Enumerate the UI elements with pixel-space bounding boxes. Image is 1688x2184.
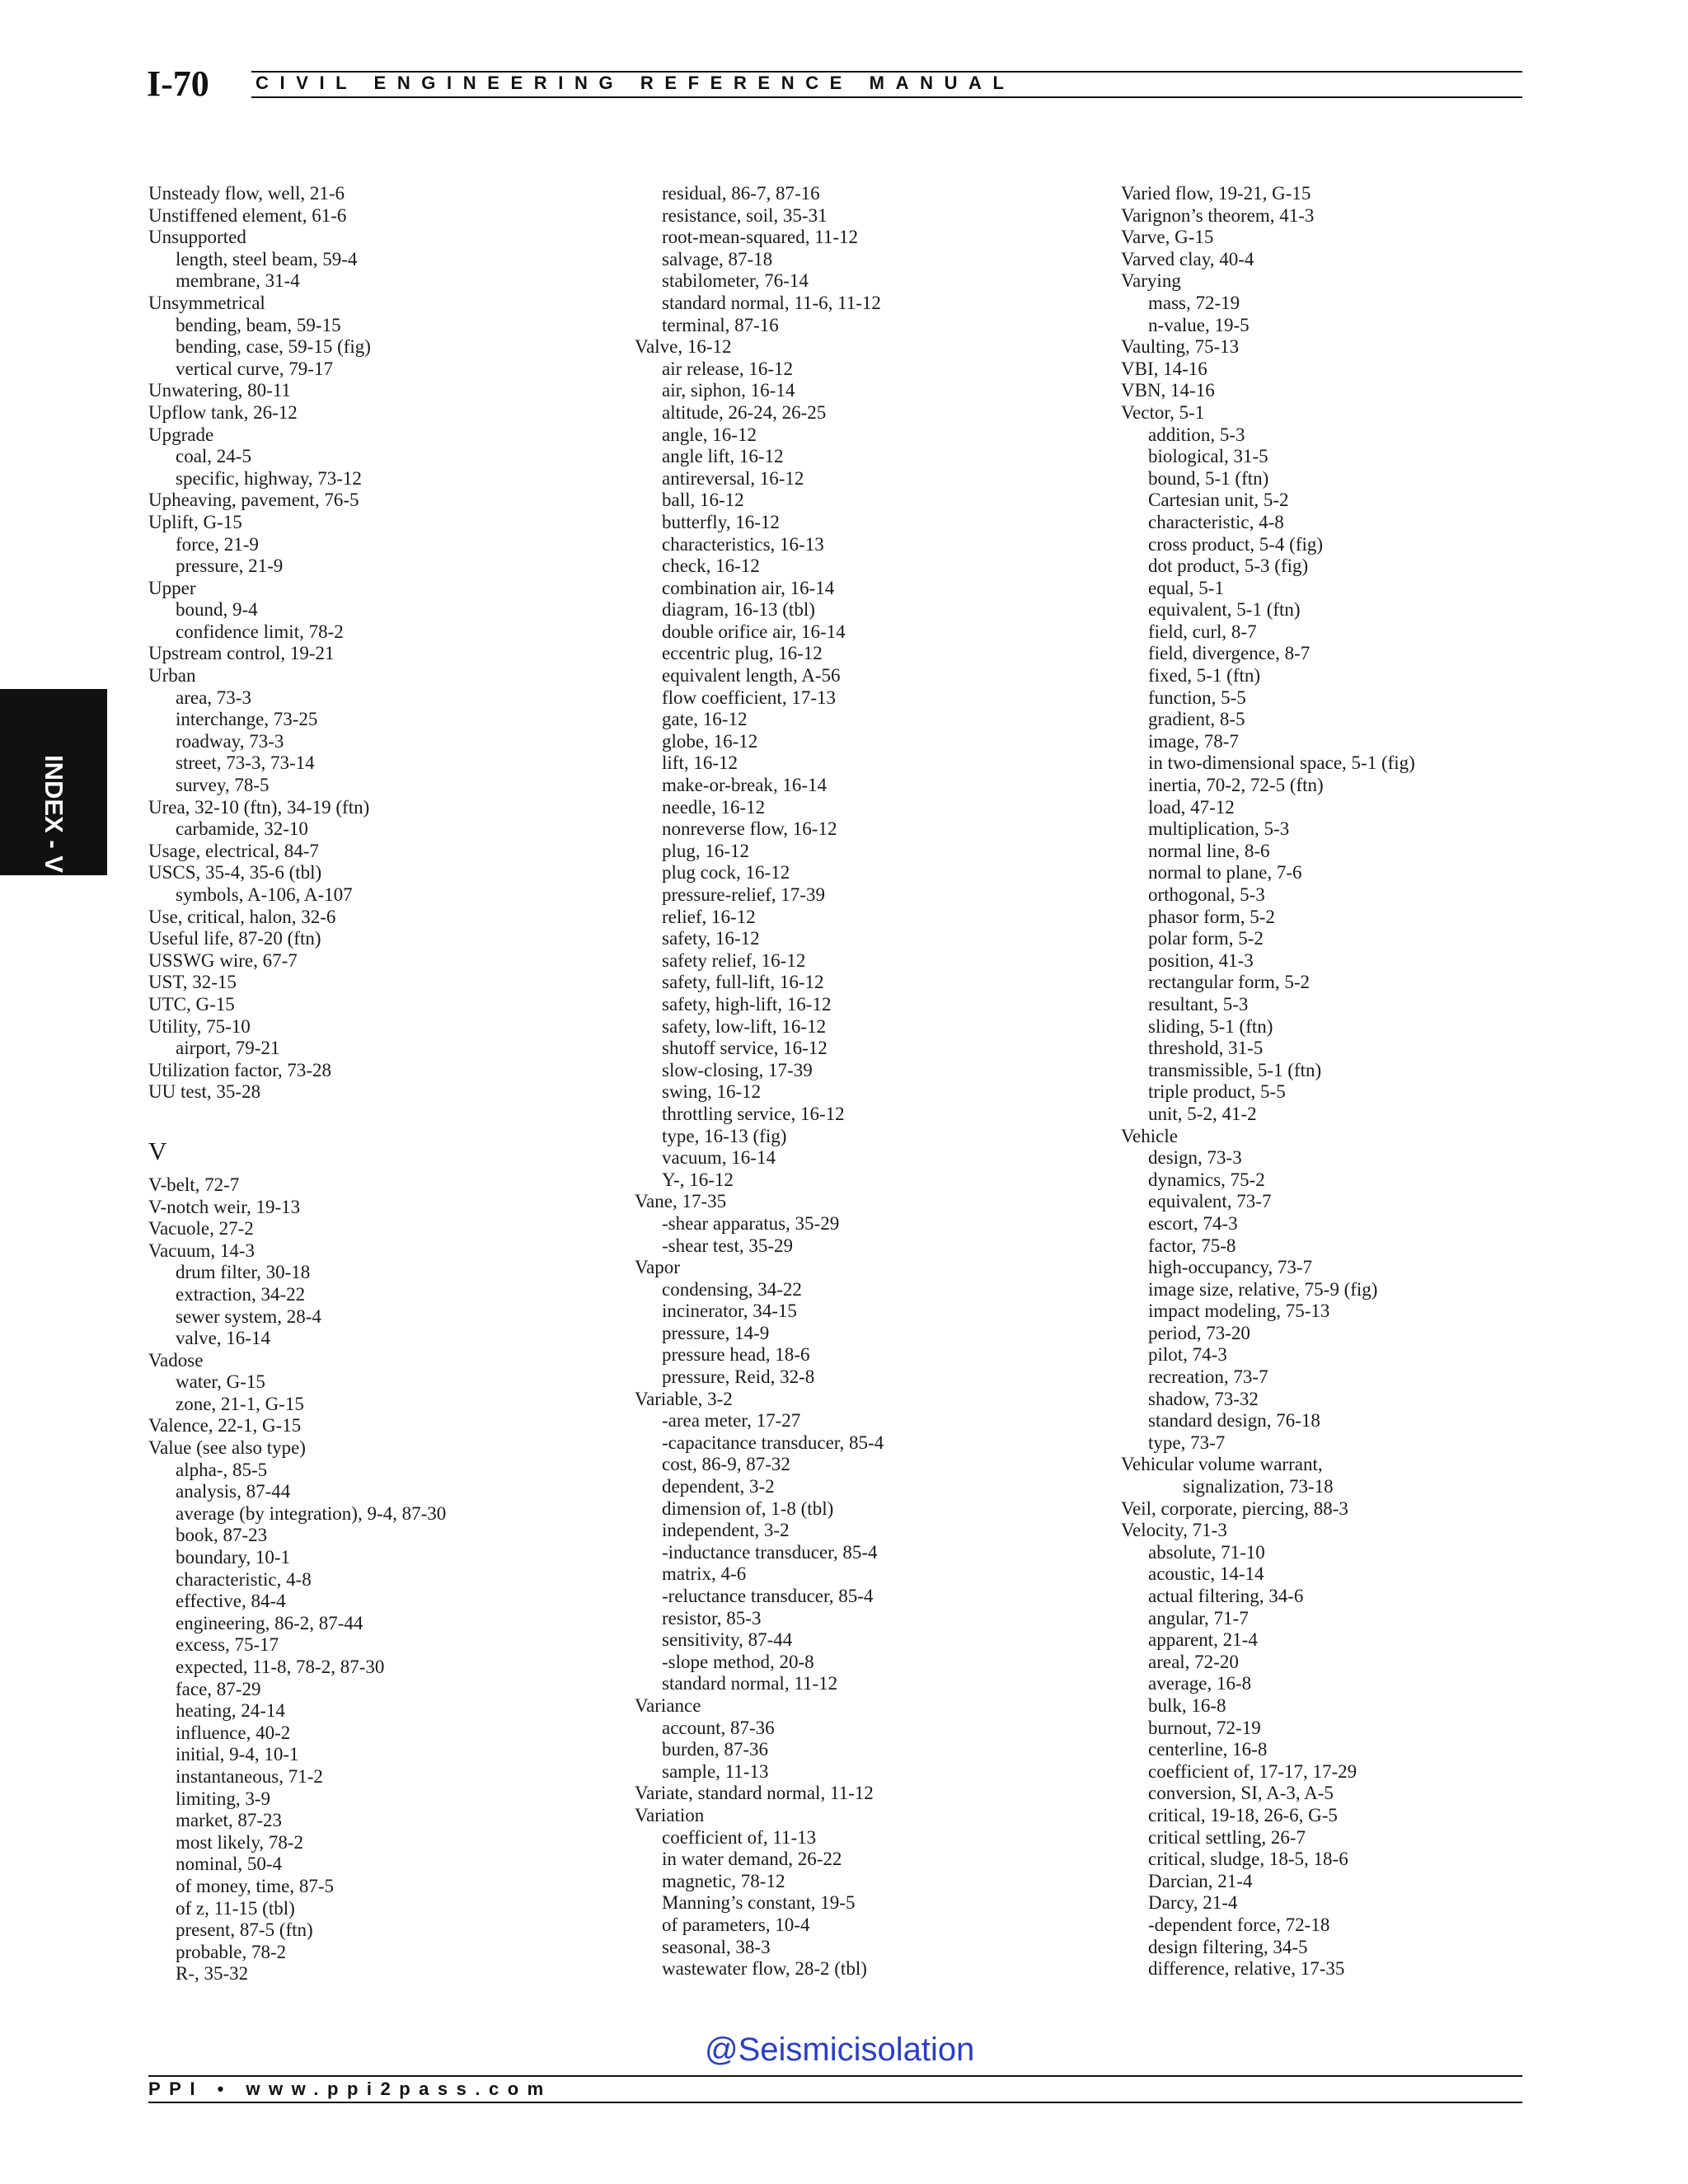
index-subentry: expected, 11-8, 78-2, 87-30 bbox=[176, 1657, 385, 1677]
index-subentry: safety, full-lift, 16-12 bbox=[662, 972, 824, 993]
index-subentry: coefficient of, 17-17, 17-29 bbox=[1148, 1760, 1357, 1782]
index-subentry: field, divergence, 8-7 bbox=[1148, 643, 1311, 664]
index-entry: Vacuole, 27-2 bbox=[148, 1218, 254, 1240]
index-subentry: initial, 9-4, 10-1 bbox=[176, 1744, 299, 1765]
index-subentry: street, 73-3, 73-14 bbox=[176, 752, 315, 774]
index-subentry: confidence limit, 78-2 bbox=[176, 621, 344, 642]
index-entry: Unsymmetrical bbox=[148, 292, 265, 313]
index-subentry: -inductance transducer, 85-4 bbox=[662, 1541, 878, 1563]
index-entry: Urea, 32-10 (ftn), 34-19 (ftn) bbox=[148, 796, 370, 818]
index-entry: Urban bbox=[148, 665, 196, 687]
index-entry: Varying bbox=[1121, 270, 1181, 292]
index-subentry: characteristic, 4-8 bbox=[176, 1568, 312, 1590]
index-subentry: critical, sludge, 18-5, 18-6 bbox=[1148, 1849, 1348, 1870]
index-subentry: antireversal, 16-12 bbox=[662, 467, 804, 489]
index-subentry: rectangular form, 5-2 bbox=[1148, 972, 1311, 993]
index-subentry: resultant, 5-3 bbox=[1148, 993, 1249, 1015]
index-entry: Vacuum, 14-3 bbox=[148, 1240, 256, 1261]
index-subentry: heating, 24-14 bbox=[176, 1700, 285, 1722]
index-subentry: account, 87-36 bbox=[662, 1717, 775, 1738]
index-entry: Vehicle bbox=[1121, 1125, 1178, 1146]
index-subentry: sample, 11-13 bbox=[662, 1760, 769, 1782]
index-subentry: plug, 16-12 bbox=[662, 840, 750, 861]
index-subentry: -shear test, 35-29 bbox=[662, 1235, 794, 1256]
index-entry: VBI, 14-16 bbox=[1121, 358, 1207, 379]
index-subentry: water, G-15 bbox=[176, 1371, 265, 1393]
index-subentry: polar form, 5-2 bbox=[1148, 928, 1264, 949]
index-column-2 bbox=[635, 183, 1121, 1980]
index-entry: V-belt, 72-7 bbox=[148, 1174, 240, 1195]
index-subentry: type, 73-7 bbox=[1148, 1432, 1226, 1453]
index-entry: Upper bbox=[148, 577, 196, 598]
index-entry: UTC, G-15 bbox=[148, 993, 235, 1015]
index-entry: V-notch weir, 19-13 bbox=[148, 1196, 301, 1217]
index-subentry: in two-dimensional space, 5-1 (fig) bbox=[1148, 752, 1415, 774]
index-subentry: analysis, 87-44 bbox=[176, 1481, 291, 1502]
index-subentry: bending, case, 59-15 (fig) bbox=[176, 336, 371, 358]
index-subentry: shadow, 73-32 bbox=[1148, 1388, 1259, 1409]
index-subentry: phasor form, 5-2 bbox=[1148, 906, 1275, 927]
index-subentry: high-occupancy, 73-7 bbox=[1148, 1257, 1313, 1278]
index-subentry: interchange, 73-25 bbox=[176, 709, 318, 730]
index-subentry: period, 73-20 bbox=[1148, 1322, 1250, 1343]
index-subentry: -shear apparatus, 35-29 bbox=[662, 1212, 840, 1234]
index-subentry: excess, 75-17 bbox=[176, 1634, 279, 1656]
index-subentry: symbols, A-106, A-107 bbox=[176, 884, 353, 905]
index-subentry: zone, 21-1, G-15 bbox=[176, 1393, 304, 1414]
index-subentry: bulk, 16-8 bbox=[1148, 1694, 1226, 1716]
index-entry: Value (see also type) bbox=[148, 1437, 306, 1459]
index-subentry: equivalent, 5-1 (ftn) bbox=[1148, 599, 1301, 621]
index-subentry: -area meter, 17-27 bbox=[662, 1410, 801, 1432]
index-entry: Varved clay, 40-4 bbox=[1121, 248, 1254, 269]
index-subentry: pressure, 14-9 bbox=[662, 1322, 770, 1343]
index-side-tab-label: INDEX - V bbox=[40, 755, 68, 873]
index-subentry: instantaneous, 71-2 bbox=[176, 1765, 323, 1787]
index-subentry: matrix, 4-6 bbox=[662, 1563, 747, 1585]
index-subentry: characteristics, 16-13 bbox=[662, 533, 824, 555]
index-subentry: conversion, SI, A-3, A-5 bbox=[1148, 1783, 1334, 1804]
index-subentry: airport, 79-21 bbox=[176, 1038, 280, 1059]
index-subentry: equivalent, 73-7 bbox=[1148, 1191, 1272, 1212]
index-column-3 bbox=[1121, 183, 1615, 1980]
index-subentry: equal, 5-1 bbox=[1148, 577, 1224, 598]
index-subentry: apparent, 21-4 bbox=[1148, 1629, 1258, 1651]
index-subentry: bound, 9-4 bbox=[176, 599, 258, 621]
footer-text: PPI • www.ppi2pass.com bbox=[148, 2079, 552, 2099]
index-subentry: position, 41-3 bbox=[1148, 949, 1254, 971]
index-subentry: safety, low-lift, 16-12 bbox=[662, 1015, 827, 1037]
index-subentry: influence, 40-2 bbox=[176, 1722, 291, 1743]
index-subentry: resistor, 85-3 bbox=[662, 1607, 762, 1629]
index-entry: Vehicular volume warrant, bbox=[1121, 1454, 1323, 1475]
index-subentry: residual, 86-7, 87-16 bbox=[662, 183, 820, 204]
index-subentry: normal line, 8-6 bbox=[1148, 840, 1270, 861]
index-subentry: field, curl, 8-7 bbox=[1148, 621, 1257, 642]
index-subentry: vacuum, 16-14 bbox=[662, 1147, 776, 1169]
index-subentry: pilot, 74-3 bbox=[1148, 1344, 1227, 1366]
index-subentry: image size, relative, 75-9 (fig) bbox=[1148, 1278, 1378, 1300]
index-subentry: areal, 72-20 bbox=[1148, 1651, 1239, 1672]
index-subentry: cost, 86-9, 87-32 bbox=[662, 1454, 790, 1475]
index-subentry: pressure, Reid, 32-8 bbox=[662, 1366, 815, 1388]
index-subentry: equivalent length, A-56 bbox=[662, 665, 841, 687]
index-entry: VBN, 14-16 bbox=[1121, 380, 1215, 401]
index-subentry: standard normal, 11-12 bbox=[662, 1673, 838, 1694]
index-subentry: n-value, 19-5 bbox=[1148, 314, 1250, 335]
index-subentry: book, 87-23 bbox=[176, 1525, 268, 1546]
index-entry: Upflow tank, 26-12 bbox=[148, 401, 298, 423]
index-entry: Unwatering, 80-11 bbox=[148, 380, 291, 401]
index-subentry: roadway, 73-3 bbox=[176, 730, 284, 752]
index-subentry: factor, 75-8 bbox=[1148, 1235, 1236, 1256]
index-entry: Variance bbox=[635, 1694, 701, 1716]
index-subentry: angle, 16-12 bbox=[662, 424, 757, 445]
index-subentry: coal, 24-5 bbox=[176, 446, 251, 467]
index-subentry: -slope method, 20-8 bbox=[662, 1651, 814, 1672]
index-subentry: present, 87-5 (ftn) bbox=[176, 1919, 313, 1941]
index-subentry: air release, 16-12 bbox=[662, 358, 794, 379]
index-entry: Upheaving, pavement, 76-5 bbox=[148, 490, 359, 511]
index-subentry: engineering, 86-2, 87-44 bbox=[176, 1612, 363, 1633]
index-subentry: inertia, 70-2, 72-5 (ftn) bbox=[1148, 775, 1324, 796]
index-subentry: transmissible, 5-1 (ftn) bbox=[1148, 1059, 1322, 1080]
index-entry: Utility, 75-10 bbox=[148, 1015, 251, 1037]
index-subentry: effective, 84-4 bbox=[176, 1591, 286, 1612]
index-subentry: eccentric plug, 16-12 bbox=[662, 643, 823, 664]
index-subentry: alpha-, 85-5 bbox=[176, 1459, 268, 1480]
index-subentry: biological, 31-5 bbox=[1148, 446, 1268, 467]
index-entry: Vadose bbox=[148, 1349, 204, 1371]
footer-rule-top bbox=[148, 2075, 1522, 2077]
index-entry: Unsupported bbox=[148, 227, 246, 248]
index-subentry: signalization, 73-18 bbox=[1183, 1476, 1334, 1497]
index-subentry: sliding, 5-1 (ftn) bbox=[1148, 1015, 1273, 1037]
index-subentry: impact modeling, 75-13 bbox=[1148, 1301, 1330, 1322]
index-entry: Vane, 17-35 bbox=[635, 1191, 727, 1212]
index-subentry: Darcian, 21-4 bbox=[1148, 1870, 1253, 1891]
index-subentry: fixed, 5-1 (ftn) bbox=[1148, 665, 1261, 687]
index-subentry: orthogonal, 5-3 bbox=[1148, 884, 1265, 905]
index-subentry: centerline, 16-8 bbox=[1148, 1739, 1268, 1760]
index-subentry: acoustic, 14-14 bbox=[1148, 1563, 1264, 1585]
index-subentry: root-mean-squared, 11-12 bbox=[662, 227, 859, 248]
index-subentry: in water demand, 26-22 bbox=[662, 1849, 842, 1870]
index-subentry: image, 78-7 bbox=[1148, 730, 1239, 752]
index-subentry: standard normal, 11-6, 11-12 bbox=[662, 292, 881, 313]
index-subentry: dot product, 5-3 (fig) bbox=[1148, 555, 1309, 577]
index-subentry: length, steel beam, 59-4 bbox=[176, 248, 358, 269]
index-subentry: dependent, 3-2 bbox=[662, 1476, 775, 1497]
index-subentry: burden, 87-36 bbox=[662, 1739, 769, 1760]
watermark: @Seismicisolation bbox=[705, 2032, 975, 2068]
index-subentry: wastewater flow, 28-2 (tbl) bbox=[662, 1958, 867, 1980]
index-subentry: extraction, 34-22 bbox=[176, 1283, 306, 1305]
index-subentry: shutoff service, 16-12 bbox=[662, 1038, 828, 1059]
index-subentry: threshold, 31-5 bbox=[1148, 1038, 1264, 1059]
index-entry: Varignon’s theorem, 41-3 bbox=[1121, 204, 1315, 226]
index-entry: Upstream control, 19-21 bbox=[148, 643, 335, 664]
section-letter: V bbox=[148, 1136, 167, 1165]
index-entry: Valve, 16-12 bbox=[635, 336, 732, 358]
index-subentry: -reluctance transducer, 85-4 bbox=[662, 1586, 874, 1606]
index-entry: Vector, 5-1 bbox=[1121, 401, 1205, 423]
index-subentry: plug cock, 16-12 bbox=[662, 862, 790, 883]
index-entry: Varve, G-15 bbox=[1121, 227, 1214, 248]
index-subentry: actual filtering, 34-6 bbox=[1148, 1586, 1304, 1606]
index-subentry: angle lift, 16-12 bbox=[662, 446, 784, 467]
index-subentry: make-or-break, 16-14 bbox=[662, 775, 828, 796]
index-entry: Vapor bbox=[635, 1257, 680, 1278]
index-subentry: safety relief, 16-12 bbox=[662, 949, 806, 971]
index-column-1 bbox=[148, 183, 635, 1985]
index-subentry: nonreverse flow, 16-12 bbox=[662, 818, 837, 840]
index-subentry: difference, relative, 17-35 bbox=[1148, 1958, 1345, 1980]
index-subentry: bound, 5-1 (ftn) bbox=[1148, 467, 1269, 489]
index-subentry: force, 21-9 bbox=[176, 533, 259, 555]
index-subentry: throttling service, 16-12 bbox=[662, 1103, 845, 1124]
index-subentry: standard design, 76-18 bbox=[1148, 1410, 1320, 1432]
index-entry: Upgrade bbox=[148, 424, 214, 445]
index-subentry: Darcy, 21-4 bbox=[1148, 1892, 1238, 1914]
index-subentry: independent, 3-2 bbox=[662, 1520, 790, 1541]
index-subentry: pressure-relief, 17-39 bbox=[662, 884, 825, 905]
index-subentry: salvage, 87-18 bbox=[662, 248, 773, 269]
index-entry: Varied flow, 19-21, G-15 bbox=[1121, 183, 1311, 204]
index-subentry: unit, 5-2, 41-2 bbox=[1148, 1103, 1257, 1124]
index-subentry: pressure, 21-9 bbox=[176, 555, 284, 577]
index-subentry: dimension of, 1-8 (tbl) bbox=[662, 1497, 834, 1519]
header-rule-bottom bbox=[251, 96, 1522, 98]
section-gap bbox=[148, 1104, 635, 1139]
index-subentry: multiplication, 5-3 bbox=[1148, 818, 1290, 840]
index-entry: Useful life, 87-20 (ftn) bbox=[148, 928, 321, 949]
index-subentry: lift, 16-12 bbox=[662, 752, 738, 774]
index-subentry: boundary, 10-1 bbox=[176, 1547, 291, 1568]
index-subentry: burnout, 72-19 bbox=[1148, 1717, 1261, 1738]
index-subentry: most likely, 78-2 bbox=[176, 1831, 304, 1853]
index-subentry: design filtering, 34-5 bbox=[1148, 1936, 1308, 1957]
index-subentry: swing, 16-12 bbox=[662, 1081, 762, 1103]
index-subentry: specific, highway, 73-12 bbox=[176, 467, 362, 489]
index-entry: Variable, 3-2 bbox=[635, 1388, 733, 1409]
index-subentry: absolute, 71-10 bbox=[1148, 1541, 1265, 1563]
index-subentry: membrane, 31-4 bbox=[176, 270, 300, 292]
index-entry: Variate, standard normal, 11-12 bbox=[635, 1783, 874, 1804]
index-subentry: altitude, 26-24, 26-25 bbox=[662, 401, 827, 423]
index-entry: USCS, 35-4, 35-6 (tbl) bbox=[148, 862, 322, 883]
index-subentry: combination air, 16-14 bbox=[662, 577, 835, 598]
index-subentry: addition, 5-3 bbox=[1148, 424, 1245, 445]
index-entry: UU test, 35-28 bbox=[148, 1081, 261, 1103]
index-subentry: Y-, 16-12 bbox=[662, 1169, 734, 1190]
index-subentry: dynamics, 75-2 bbox=[1148, 1169, 1265, 1190]
index-subentry: design, 73-3 bbox=[1148, 1147, 1242, 1169]
index-subentry: valve, 16-14 bbox=[176, 1328, 270, 1349]
index-entry: Uplift, G-15 bbox=[148, 511, 242, 532]
index-subentry: resistance, soil, 35-31 bbox=[662, 204, 828, 226]
index-subentry: incinerator, 34-15 bbox=[662, 1301, 797, 1322]
index-subentry: relief, 16-12 bbox=[662, 906, 756, 927]
index-subentry: needle, 16-12 bbox=[662, 796, 766, 818]
index-subentry: check, 16-12 bbox=[662, 555, 760, 577]
index-subentry: normal to plane, 7-6 bbox=[1148, 862, 1302, 883]
index-subentry: safety, high-lift, 16-12 bbox=[662, 993, 832, 1015]
index-subentry: R-, 35-32 bbox=[176, 1963, 249, 1985]
index-subentry: critical, 19-18, 26-6, G-5 bbox=[1148, 1804, 1338, 1825]
index-subentry: gate, 16-12 bbox=[662, 709, 748, 730]
index-subentry: survey, 78-5 bbox=[176, 775, 270, 796]
index-subentry: ball, 16-12 bbox=[662, 490, 744, 511]
index-subentry: face, 87-29 bbox=[176, 1678, 261, 1699]
index-entry: UST, 32-15 bbox=[148, 972, 237, 993]
index-subentry: -dependent force, 72-18 bbox=[1148, 1914, 1330, 1935]
index-subentry: sewer system, 28-4 bbox=[176, 1305, 321, 1327]
index-subentry: probable, 78-2 bbox=[176, 1941, 287, 1962]
index-subentry: -capacitance transducer, 85-4 bbox=[662, 1432, 884, 1453]
index-subentry: type, 16-13 (fig) bbox=[662, 1125, 787, 1146]
index-entry: Unstiffened element, 61-6 bbox=[148, 204, 347, 226]
manual-title: CIVIL ENGINEERING REFERENCE MANUAL bbox=[256, 73, 1015, 93]
index-entry: Usage, electrical, 84-7 bbox=[148, 840, 319, 861]
index-entry: Variation bbox=[635, 1804, 705, 1825]
index-entry: Vaulting, 75-13 bbox=[1121, 336, 1240, 358]
index-subentry: of parameters, 10-4 bbox=[662, 1914, 810, 1935]
index-subentry: triple product, 5-5 bbox=[1148, 1081, 1286, 1103]
index-entry: Veil, corporate, piercing, 88-3 bbox=[1121, 1497, 1348, 1519]
index-subentry: bending, beam, 59-15 bbox=[176, 314, 341, 335]
index-subentry: Manning’s constant, 19-5 bbox=[662, 1892, 856, 1914]
index-subentry: butterfly, 16-12 bbox=[662, 511, 780, 532]
index-subentry: limiting, 3-9 bbox=[176, 1788, 270, 1809]
index-subentry: safety, 16-12 bbox=[662, 928, 760, 949]
index-subentry: condensing, 34-22 bbox=[662, 1278, 802, 1300]
index-subentry: critical settling, 26-7 bbox=[1148, 1826, 1306, 1848]
index-entry: Use, critical, halon, 32-6 bbox=[148, 906, 336, 927]
index-subentry: air, siphon, 16-14 bbox=[662, 380, 795, 401]
index-subentry: diagram, 16-13 (tbl) bbox=[662, 599, 815, 621]
index-subentry: load, 47-12 bbox=[1148, 796, 1235, 818]
index-subentry: drum filter, 30-18 bbox=[176, 1262, 311, 1283]
index-subentry: cross product, 5-4 (fig) bbox=[1148, 533, 1324, 555]
index-subentry: function, 5-5 bbox=[1148, 687, 1246, 708]
index-subentry: carbamide, 32-10 bbox=[176, 818, 308, 840]
index-entry: Velocity, 71-3 bbox=[1121, 1520, 1227, 1541]
index-subentry: magnetic, 78-12 bbox=[662, 1870, 785, 1891]
index-subentry: escort, 74-3 bbox=[1148, 1212, 1238, 1234]
index-subentry: sensitivity, 87-44 bbox=[662, 1629, 793, 1651]
index-side-tab bbox=[0, 689, 107, 875]
index-subentry: characteristic, 4-8 bbox=[1148, 511, 1284, 532]
index-subentry: terminal, 87-16 bbox=[662, 314, 779, 335]
index-subentry: slow-closing, 17-39 bbox=[662, 1059, 813, 1080]
index-subentry: seasonal, 38-3 bbox=[662, 1936, 771, 1957]
index-subentry: coefficient of, 11-13 bbox=[662, 1826, 817, 1848]
index-entry: Utilization factor, 73-28 bbox=[148, 1059, 331, 1080]
page-number: I-70 bbox=[147, 63, 209, 104]
index-subentry: average (by integration), 9-4, 87-30 bbox=[176, 1502, 447, 1524]
footer-rule-bottom bbox=[148, 2102, 1522, 2103]
index-subentry: flow coefficient, 17-13 bbox=[662, 687, 836, 708]
index-subentry: area, 73-3 bbox=[176, 687, 251, 708]
index-entry: Unsteady flow, well, 21-6 bbox=[148, 183, 345, 204]
index-subentry: nominal, 50-4 bbox=[176, 1854, 283, 1875]
index-subentry: recreation, 73-7 bbox=[1148, 1366, 1268, 1388]
index-subentry: gradient, 8-5 bbox=[1148, 709, 1245, 730]
index-subentry: of money, time, 87-5 bbox=[176, 1875, 335, 1896]
index-subentry: average, 16-8 bbox=[1148, 1673, 1252, 1694]
index-subentry: globe, 16-12 bbox=[662, 730, 758, 752]
index-entry: USSWG wire, 67-7 bbox=[148, 949, 298, 971]
index-entry: Valence, 22-1, G-15 bbox=[148, 1415, 302, 1436]
index-subentry: of z, 11-15 (tbl) bbox=[176, 1897, 295, 1919]
index-subentry: stabilometer, 76-14 bbox=[662, 270, 809, 292]
index-subentry: vertical curve, 79-17 bbox=[176, 358, 333, 379]
index-subentry: double orifice air, 16-14 bbox=[662, 621, 846, 642]
index-subentry: market, 87-23 bbox=[176, 1810, 283, 1831]
index-subentry: angular, 71-7 bbox=[1148, 1607, 1249, 1629]
index-subentry: mass, 72-19 bbox=[1148, 292, 1240, 313]
index-subentry: Cartesian unit, 5-2 bbox=[1148, 490, 1289, 511]
index-subentry: pressure head, 18-6 bbox=[662, 1344, 810, 1366]
